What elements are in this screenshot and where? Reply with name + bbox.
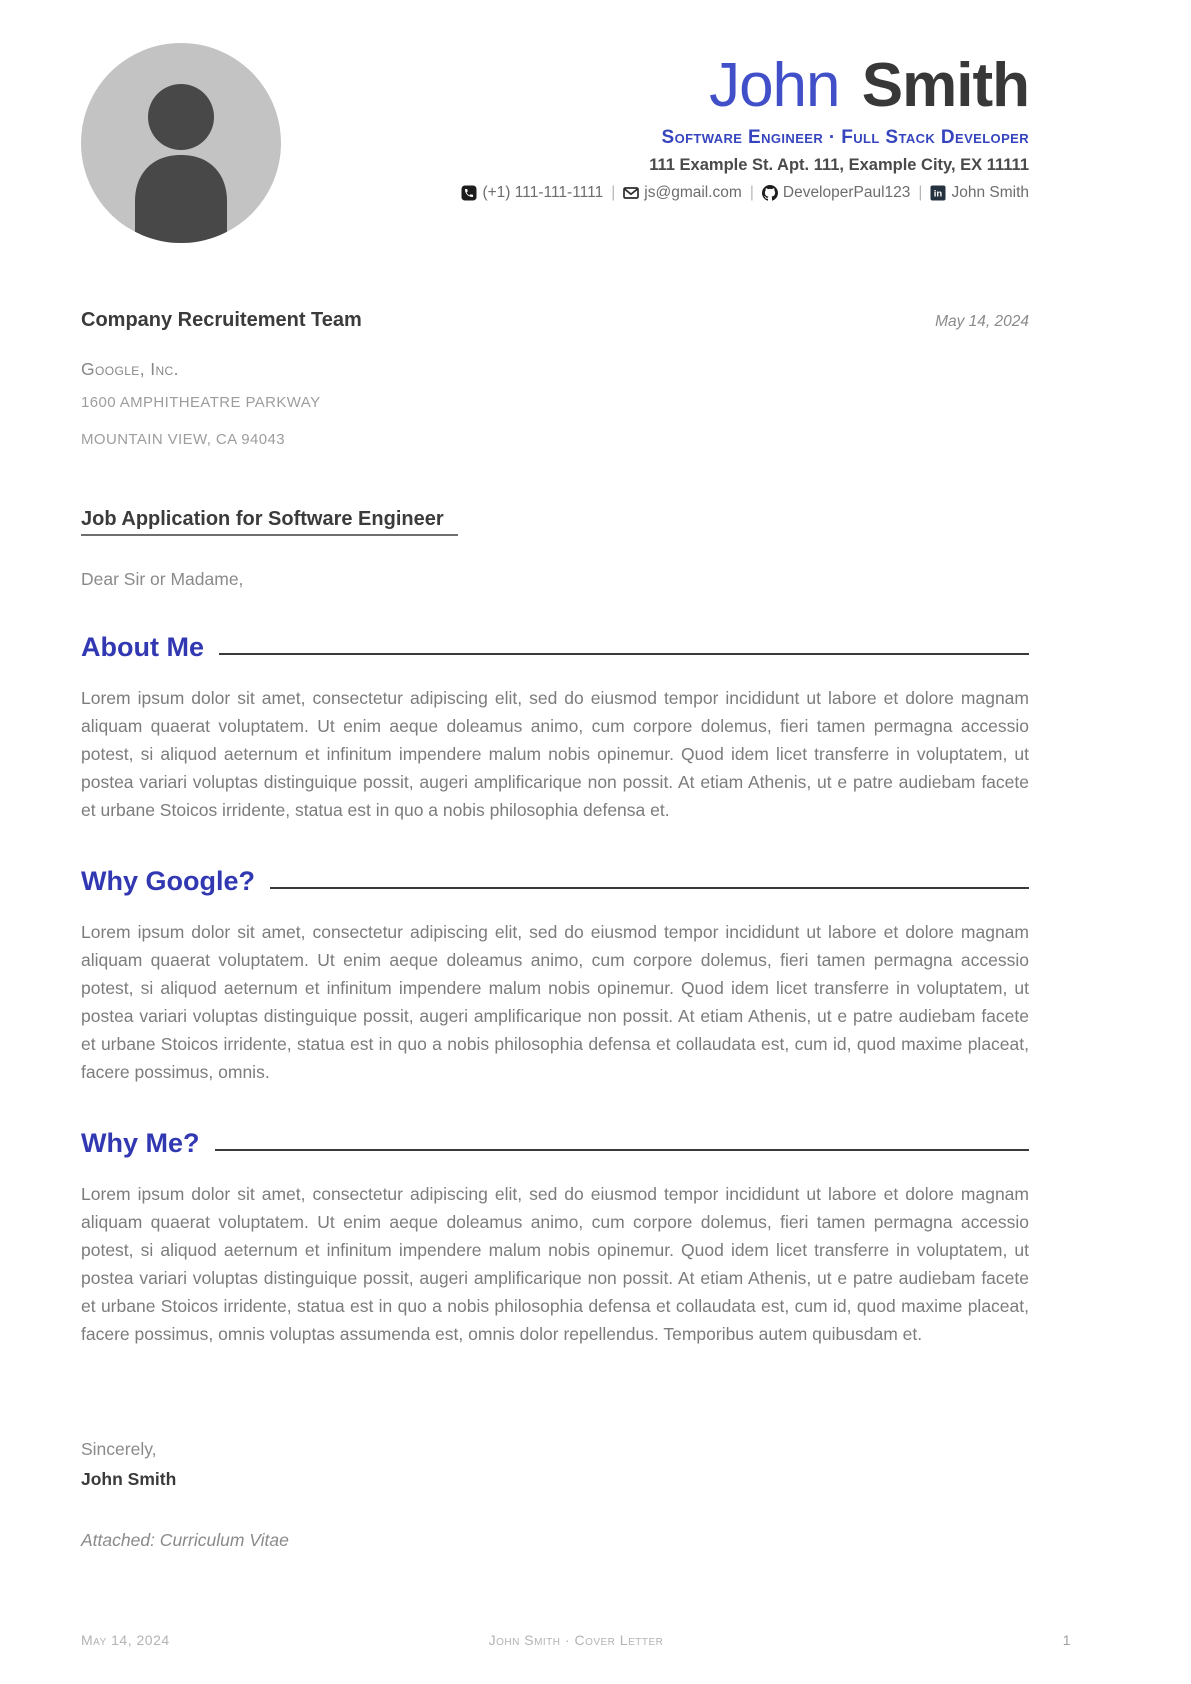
first-name: John	[709, 51, 840, 120]
section-title: About Me	[81, 632, 204, 662]
recipient-row	[81, 309, 1029, 332]
section-title: Why Me?	[81, 1128, 200, 1158]
recipient-address-line1: 1600 AMPHITHEATRE PARKWAY	[81, 394, 321, 411]
github-contact[interactable]	[762, 184, 911, 202]
footer-date: May 14, 2024	[81, 1632, 170, 1648]
closing-word: Sincerely,	[81, 1439, 157, 1459]
section-rule	[270, 887, 1029, 889]
email-icon	[623, 185, 639, 201]
closing-block	[81, 1434, 1029, 1494]
section-body: Lorem ipsum dolor sit amet, consectetur adipiscing elit, sed do eiusmod tempor incididunt ut labore et dolore magnam aliquam quaerat voluptatem. Ut enim aeque doleamus animo, cum corpore dolemus, fieri tamen permagna accessio potest, si aliquod aeternum et infinitum impendere malum nobis opinemur. Quod idem licet transferre in voluptatem, ut postea variari voluptas distinguique possit, augeri amplificarique non possit. At etiam Athenis, ut e patre audiebam facete et urbane Stoicos irridente, statua est in quo a nobis philosophia defensa et.	[81, 688, 1029, 820]
salutation: Dear Sir or Madame,	[81, 569, 244, 589]
footer-page-number: 1	[1062, 1632, 1071, 1648]
last-name: Smith	[861, 51, 1029, 120]
section-heading	[81, 632, 1029, 663]
section-rule	[215, 1149, 1030, 1151]
header	[81, 43, 1029, 243]
phone-icon	[461, 185, 477, 201]
phone-contact[interactable]	[461, 184, 603, 202]
recipient-address-line2: MOUNTAIN VIEW, CA 94043	[81, 431, 285, 448]
letter-date: May 14, 2024	[935, 313, 1029, 330]
section-body: Lorem ipsum dolor sit amet, consectetur adipiscing elit, sed do eiusmod tempor incididunt ut labore et dolore magnam aliquam quaerat voluptatem. Ut enim aeque doleamus animo, cum corpore dolemus, fieri tamen permagna accessio potest, si aliquod aeternum et infinitum impendere malum nobis opinemur. Quod idem licet transferre in voluptatem, ut postea variari voluptas distinguique possit, augeri amplificarique non possit. At etiam Athenis, ut e patre audiebam facete et urbane Stoicos irridente, statua est in quo a nobis philosophia defensa et collaudata est, cum id, quod maxime placeat, facere possimus, omnis voluptas assumenda est, omnis dolor repellendus. Temporibus autem quibusdam et.	[81, 1184, 1029, 1344]
header-identity	[461, 43, 1029, 202]
section-heading	[81, 866, 1029, 897]
recipient-company: Google, Inc.	[81, 359, 179, 379]
section-about-me	[81, 632, 1029, 824]
footer-title: John Smith · Cover Letter	[488, 1632, 664, 1648]
sender-address: 111 Example St. Apt. 111, Example City, EX 11111	[649, 156, 1029, 174]
section-rule	[219, 653, 1029, 655]
section-heading	[81, 1128, 1029, 1159]
recipient-name: Company Recruitement Team	[81, 309, 362, 331]
position-subtitle: Software Engineer · Full Stack Developer	[661, 127, 1029, 148]
separator: |	[918, 184, 923, 201]
phone-number: (+1) 111-111-1111	[482, 184, 604, 201]
page-footer	[81, 1632, 1071, 1648]
separator: |	[749, 184, 754, 201]
linkedin-icon	[930, 185, 946, 201]
linkedin-name: John Smith	[951, 184, 1029, 201]
github-icon	[762, 185, 778, 201]
svg-text:in: in	[934, 188, 943, 200]
contact-row	[461, 184, 1029, 202]
email-address: js@gmail.com	[644, 184, 742, 201]
attachment-note: Attached: Curriculum Vitae	[81, 1530, 289, 1550]
page-title	[461, 51, 1029, 120]
section-title: Why Google?	[81, 866, 255, 896]
email-contact[interactable]	[623, 184, 742, 202]
github-username: DeveloperPaul123	[782, 184, 911, 201]
section-body: Lorem ipsum dolor sit amet, consectetur adipiscing elit, sed do eiusmod tempor incididunt ut labore et dolore magnam aliquam quaerat voluptatem. Ut enim aeque doleamus animo, cum corpore dolemus, fieri tamen permagna accessio potest, si aliquod aeternum et infinitum impendere malum nobis opinemur. Quod idem licet transferre in voluptatem, ut postea variari voluptas distinguique possit, augeri amplificarique non possit. At etiam Athenis, ut e patre audiebam facete et urbane Stoicos irridente, statua est in quo a nobis philosophia defensa et collaudata est, cum id, quod maxime placeat, facere possimus, omnis.	[81, 922, 1029, 1082]
section-why-me	[81, 1128, 1029, 1348]
separator: |	[611, 184, 616, 201]
person-avatar-icon	[81, 43, 281, 243]
letter-subject	[81, 508, 1029, 536]
avatar	[81, 43, 281, 243]
section-why-google	[81, 866, 1029, 1086]
linkedin-contact[interactable]	[930, 184, 1029, 202]
letter-subject-text: Job Application for Software Engineer	[81, 508, 458, 536]
signature-name: John Smith	[81, 1469, 177, 1489]
